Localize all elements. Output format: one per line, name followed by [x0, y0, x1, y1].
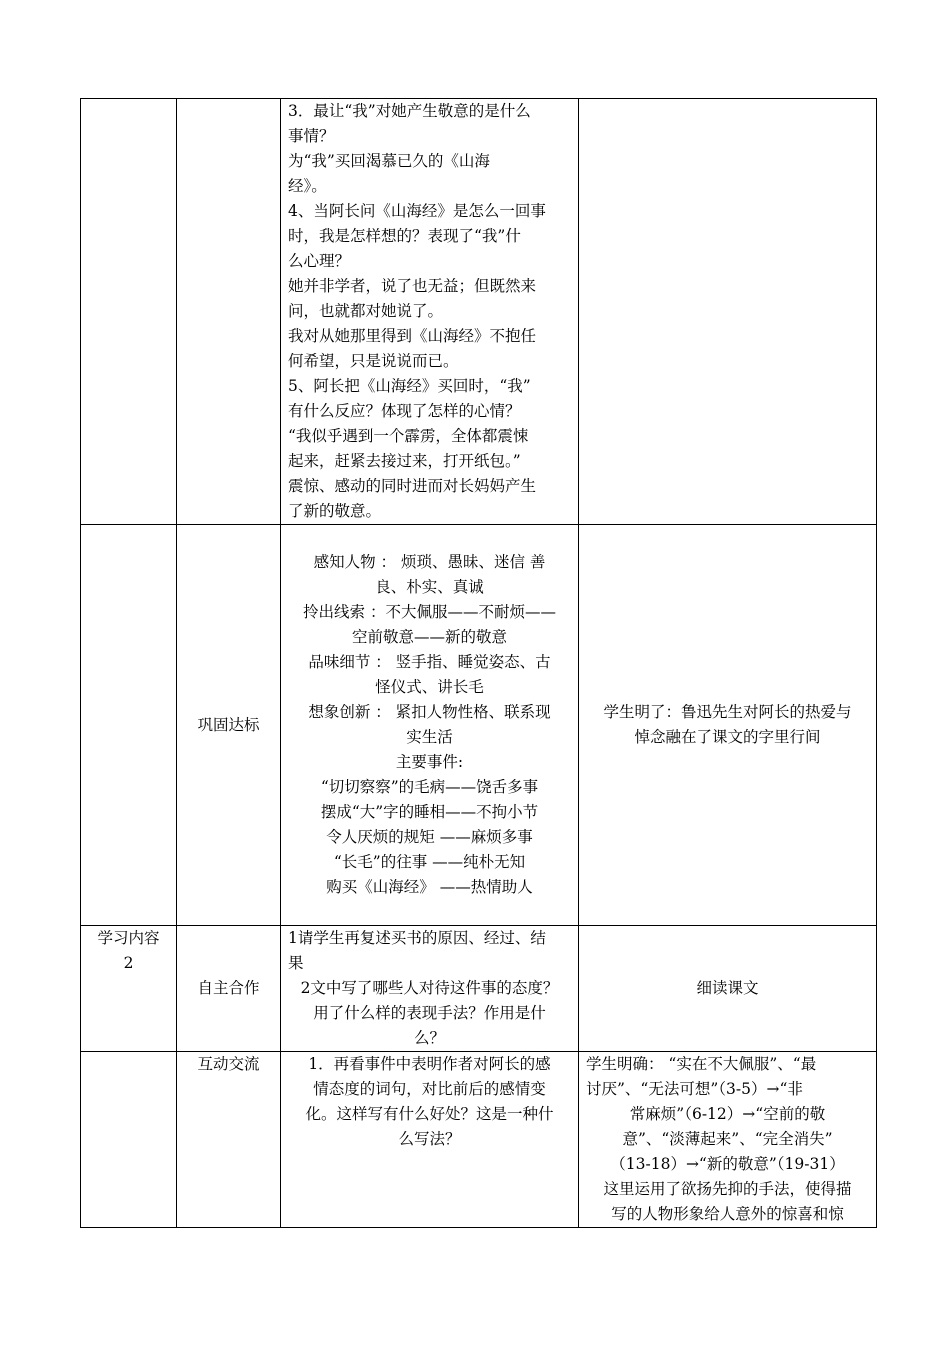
text-line: 为“我”买回渴慕已久的《山海: [288, 152, 490, 170]
text-line: 化。这样写有什么好处？这是一种什: [305, 1105, 554, 1123]
text-line: 情态度的词句，对比前后的感情变: [313, 1080, 546, 1098]
text-line: 感知人物 ： 烦琐、愚昧、迷信 善: [313, 553, 546, 571]
text-line: 果: [288, 954, 304, 972]
table-row: [81, 1052, 877, 1228]
section-cell: [81, 99, 177, 525]
note-lines: [586, 700, 869, 750]
text-line: 讨厌”、“无法可想”（3-5）→“非: [586, 1080, 803, 1098]
activity-cell: 自主合作: [177, 926, 281, 1052]
text-line: 起来，赶紧去接过来，打开纸包。”: [288, 452, 521, 470]
text-line: （13-18）→“新的敬意”（19-31）: [610, 1155, 845, 1173]
content-cell: [281, 926, 579, 1052]
content-cell: [281, 99, 579, 525]
content-cell: [281, 525, 579, 926]
content-cell: [281, 1052, 579, 1228]
note-cell: [579, 1052, 877, 1228]
text-line: 常麻烦”（6-12）→“空前的敬: [629, 1105, 826, 1123]
text-line: 么写法？: [398, 1130, 461, 1148]
text-line: 怪仪式、讲长毛: [375, 678, 484, 696]
text-line: 何希望，只是说说而已。: [288, 352, 459, 370]
text-line: 时，我是怎样想的？表现了“我”什: [288, 227, 521, 245]
text-line: 写的人物形象给人意外的惊喜和惊: [611, 1205, 844, 1223]
activity-cell: 巩固达标: [177, 525, 281, 926]
text-line: 购买《山海经》 ——热情助人: [326, 878, 533, 896]
text-line: 经》。: [288, 177, 327, 195]
section-cell: [81, 1052, 177, 1228]
text-line: 学生明确： “实在不大佩服”、“最: [586, 1055, 817, 1073]
text-line: 1．再看事件中表明作者对阿长的感: [308, 1055, 551, 1073]
text-line: 用了什么样的表现手法？作用是什: [313, 1004, 546, 1022]
text-line: 良、朴实、真诚: [375, 578, 484, 596]
text-line: 5、阿长把《山海经》买回时，“我”: [288, 377, 531, 395]
text-line: 有什么反应？体现了怎样的心情？: [288, 402, 521, 420]
text-line: 实生活: [406, 728, 453, 746]
section-number: 2: [123, 954, 134, 972]
activity-cell: [177, 99, 281, 525]
section-cell: [81, 525, 177, 926]
text-line: 想象创新 ： 紧扣人物性格、联系现: [308, 703, 551, 721]
lesson-plan-table: [80, 98, 877, 1228]
text-line: 令人厌烦的规矩 ——麻烦多事: [326, 828, 533, 846]
content-lines: [288, 99, 571, 524]
text-line: “长毛”的往事 ——纯朴无知: [333, 853, 526, 871]
note-cell: [579, 525, 877, 926]
content-lines: [288, 550, 571, 900]
content-lines: [288, 926, 571, 1051]
text-line: 意”、“淡薄起来”、“完全消失”: [622, 1130, 833, 1148]
text-line: 2文中写了哪些人对待这件事的态度？: [300, 979, 559, 997]
text-line: 事情？: [288, 127, 335, 145]
text-line: “我似乎遇到一个霹雳，全体都震悚: [288, 427, 529, 445]
table-row: [81, 99, 877, 525]
text-line: 这里运用了欲扬先抑的手法，使得描: [603, 1180, 852, 1198]
text-line: 么？: [413, 1029, 445, 1047]
text-line: 学生明了：鲁迅先生对阿长的热爱与: [603, 703, 852, 721]
content-lines: [288, 1052, 571, 1152]
text-line: 悼念融在了课文的字里行间: [634, 728, 821, 746]
text-line: 品味细节 ： 竖手指、睡觉姿态、古: [308, 653, 551, 671]
note-lines: [586, 1052, 869, 1227]
section-cell: [81, 926, 177, 1052]
text-line: 拎出线索 ：不大佩服——不耐烦——: [303, 603, 556, 621]
text-line: 主要事件:: [395, 753, 464, 771]
text-line: 问，也就都对她说了。: [288, 302, 444, 320]
text-line: 么心理？: [288, 252, 351, 270]
text-line: “切切察察”的毛病——饶舌多事: [320, 778, 539, 796]
text-line: 1请学生再复述买书的原因、经过、结: [288, 929, 546, 947]
text-line: 我对从她那里得到《山海经》不抱任: [288, 327, 537, 345]
section-title: 学习内容: [97, 929, 160, 947]
activity-cell: 互动交流: [177, 1052, 281, 1228]
text-line: 了新的敬意。: [288, 502, 382, 520]
table-row: [81, 926, 877, 1052]
text-line: 她并非学者，说了也无益；但既然来: [288, 277, 537, 295]
note-cell: [579, 99, 877, 525]
note-cell: 细读课文: [579, 926, 877, 1052]
table-row: [81, 525, 877, 926]
text-line: 空前敬意——新的敬意: [351, 628, 507, 646]
text-line: 4、当阿长问《山海经》是怎么一回事: [288, 202, 546, 220]
text-line: 3．最让“我”对她产生敬意的是什么: [288, 102, 531, 120]
text-line: 震惊、感动的同时进而对长妈妈产生: [288, 477, 537, 495]
text-line: 摆成“大”字的睡相——不拘小节: [320, 803, 539, 821]
